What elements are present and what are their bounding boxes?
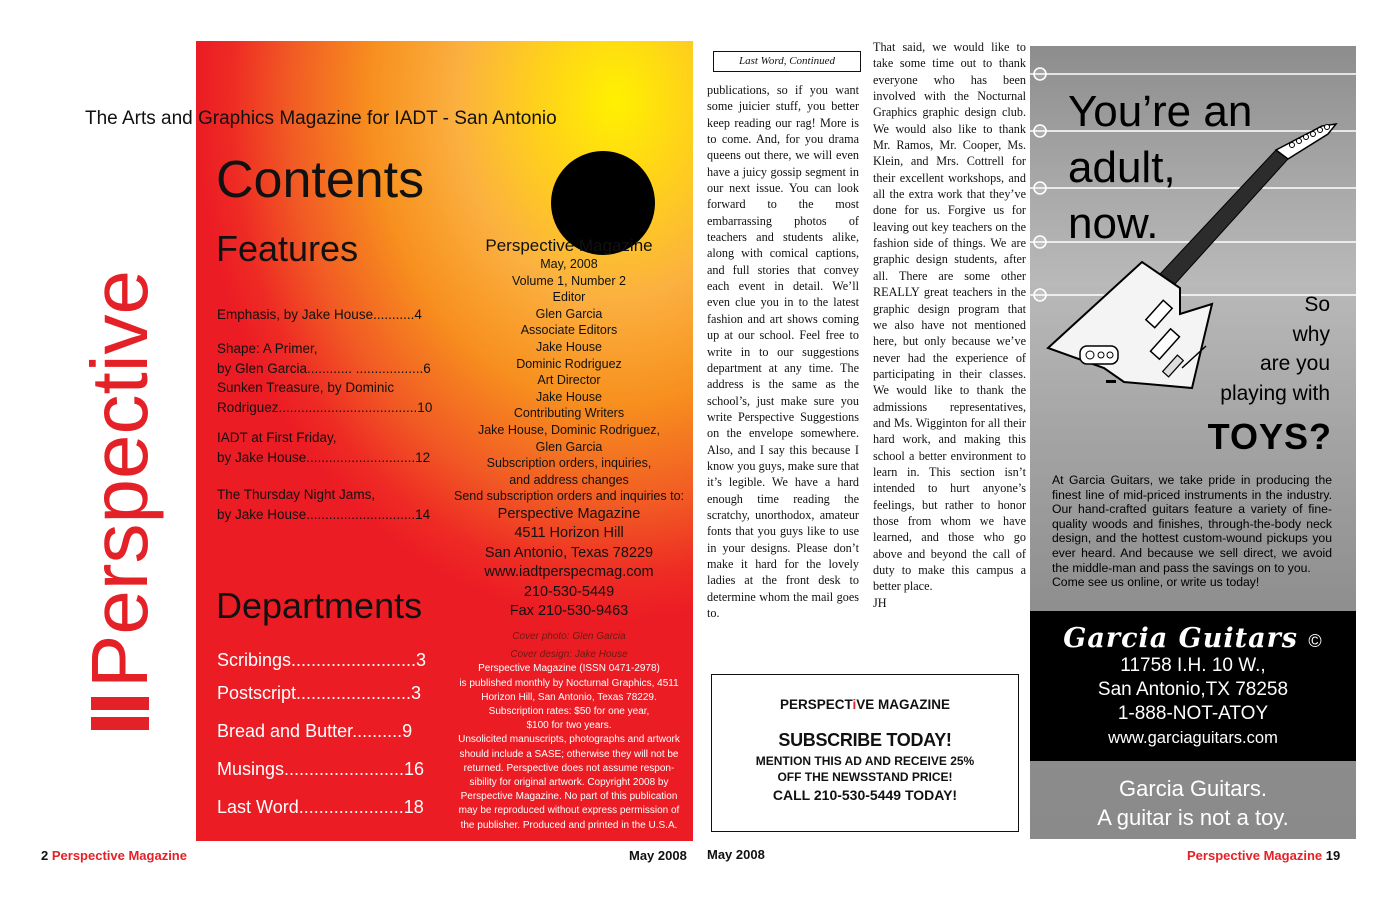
tuning-pegs-icon xyxy=(1034,68,1046,301)
features-heading: Features xyxy=(216,228,359,269)
company-phone: 1-888-NOT-ATOY xyxy=(1117,703,1269,724)
company-name xyxy=(1030,623,1356,654)
masthead-line: Send subscription orders and inquiries to: xyxy=(454,489,684,504)
mag-name-part: PERSPEC xyxy=(779,697,845,712)
masthead-line: Jake House, Dominic Rodriguez, xyxy=(477,422,661,437)
copyright-mark: © xyxy=(1308,631,1323,651)
masthead-line: May, 2008 xyxy=(540,257,598,271)
subscribe-ad-magazine-name xyxy=(712,697,1018,712)
fine-print-line: Perspective Magazine. No part of this publication xyxy=(460,791,678,803)
cover-design-credit: Cover design: Jake House xyxy=(510,649,628,661)
offer-line: MENTION THIS AD AND RECEIVE 25% xyxy=(755,754,975,768)
masthead-line: Editor xyxy=(552,290,586,305)
guitar-advertisement[interactable] xyxy=(1030,46,1356,839)
mag-name-part: i xyxy=(852,697,857,712)
headline-line: now. xyxy=(1068,199,1159,248)
department-entry[interactable]: Scribings.........................3 xyxy=(217,650,427,670)
vertical-magazine-title xyxy=(75,270,164,730)
fine-print-line: may be reproduced without express permission of xyxy=(458,805,680,817)
masthead-line: Contributing Writers xyxy=(513,406,625,421)
slogan-line: A guitar is not a toy. xyxy=(1097,805,1289,830)
masthead-address-line: San Antonio, Texas 78229 xyxy=(484,544,654,561)
fine-print-line: the publisher. Produced and printed in the U.S.A. xyxy=(460,819,678,831)
feature-line: Sunken Treasure, by Dominic xyxy=(217,380,395,395)
fine-print-line: Subscription rates: $50 for one year, xyxy=(488,706,650,718)
feature-line: Rodriguez.....................................10 xyxy=(217,400,433,415)
continued-label: Last Word, Continued xyxy=(713,51,861,72)
fine-print-line: sibility for original artwork. Copyright 2008 by xyxy=(469,777,669,789)
feature-line: Emphasis, by Jake House...........4 xyxy=(217,307,422,322)
credits-block xyxy=(440,630,698,833)
fine-print-line: returned. Perspective does not assume respon- xyxy=(463,762,675,774)
fine-print-line: $100 for two years. xyxy=(526,720,612,732)
company-website-link[interactable]: www.garciaguitars.com xyxy=(1108,729,1278,747)
headline-line: You’re an xyxy=(1068,87,1253,136)
masthead-website-link[interactable]: www.iadtperspecmag.com xyxy=(484,564,654,581)
page-number: 2 xyxy=(41,848,49,863)
fine-print-line: is published monthly by Nocturnal Graphics, 4511 xyxy=(459,677,679,689)
feature-line: IADT at First Friday, xyxy=(217,430,337,445)
article-column-1: publications, so if you want some juicier stuff, you better keep reading our rag! More is to come. And, for you drama queens out there, we will even have a juicy gossip segment in our next issue. You can look forward to the most embarrassing photos of teachers and students alike, along with comical captions, and full stories that convey each event in detail. We’ll even clue you in to the latest fashion and art shows coming up at our school. Feel free to write in to our suggestions department at any time. The address is the same as the school’s, just make sure you write Perspective Suggestions on the envelope somewhere. Also, and I say this because I know you guys, make sure that it’s legible. We have a hard enough time reading the scratchy, unorthodox, amateur fonts that you guys like to use in your designs. Please don’t make it hard for the lovely ladies at the front desk to determine whom the mail goes to. xyxy=(707,83,859,620)
offer-line: OFF THE NEWSSTAND PRICE! xyxy=(777,770,953,784)
company-name-text: Garcia Guitars xyxy=(1063,623,1299,654)
footer-magazine-name: Perspective Magazine xyxy=(1187,848,1323,863)
subscribe-call: CALL 210-530-5449 TODAY! xyxy=(772,787,958,803)
guitar-ad-question xyxy=(1220,290,1330,408)
masthead-address-line: Perspective Magazine xyxy=(497,505,641,522)
left-footer-date: May 2008 xyxy=(629,848,687,863)
feature-entry[interactable] xyxy=(217,485,430,525)
left-footer xyxy=(41,848,187,863)
guitar-ad-cta: Come see us online, or write us today! xyxy=(1052,575,1260,590)
slogan-line: Garcia Guitars. xyxy=(1119,776,1267,801)
masthead-title: Perspective Magazine xyxy=(485,236,653,255)
cover-photo-credit: Cover photo: Glen Garcia xyxy=(512,631,626,642)
title-i-stripes-icon xyxy=(89,696,149,730)
subscribe-offer xyxy=(712,753,1018,785)
masthead-line: Glen Garcia xyxy=(535,439,603,454)
feature-entry[interactable] xyxy=(217,339,431,379)
masthead-phone: 210-530-5449 xyxy=(523,583,615,600)
article-signoff: JH xyxy=(873,595,887,610)
masthead-line: Associate Editors xyxy=(520,323,618,338)
article-column-2 xyxy=(873,39,1026,611)
masthead-line: Jake House xyxy=(535,339,602,354)
masthead-address-line: 4511 Horizon Hill xyxy=(514,525,624,542)
fine-print-line: should include a SASE; otherwise they will not be xyxy=(459,748,679,760)
page-number: 19 xyxy=(1325,848,1341,863)
article-column-2-text: That said, we would like to take some time out to thank everyone who has been involved with the Nocturnal Graphics graphic design club. We would also like to thank Mr. Ramos, Mr. Cooper, Ms. Klein, and Mrs. Cottrell for their excellent workshops, and all the extra work that they’ve done for us. Forgive us for leaving out key teachers on the fashion side of things. We are graphic design students, after all. There are some other REALLY great teachers in the graphic design program that we also have not mentioned here, but only because we’ve never had the experience of participating in their classes. We would like to thank the admissions representatives, and Ms. Wigginton for all their hard work, and making this school a better environment to learn in. This section isn’t intended to hurt anyone’s feelings, but rather to honor those from whom we have learned, and those who go above and beyond the call of duty to make this campus a better place. xyxy=(873,40,1026,594)
subscribe-ad[interactable] xyxy=(711,674,1019,832)
fine-print-line: Unsolicited manuscripts, photographs and artwork xyxy=(458,734,680,746)
masthead xyxy=(440,236,698,622)
right-footer-date: May 2008 xyxy=(707,847,765,862)
mag-name-part: VE MAGAZINE xyxy=(856,697,951,712)
department-entry[interactable]: Postscript.......................3 xyxy=(217,683,422,703)
mag-name-part: T xyxy=(844,697,853,712)
department-entry[interactable]: Musings........................16 xyxy=(217,759,425,779)
masthead-line: Glen Garcia xyxy=(535,306,603,321)
masthead-fax: Fax 210-530-9463 xyxy=(509,603,629,620)
feature-line: by Jake House.............................12 xyxy=(217,450,431,465)
subscribe-headline: SUBSCRIBE TODAY! xyxy=(778,730,952,750)
question-line: are you xyxy=(1259,352,1330,375)
guitar-ad-contact-panel xyxy=(1030,611,1356,761)
question-line: playing with xyxy=(1220,381,1330,405)
question-line: why xyxy=(1292,322,1330,346)
question-line: So xyxy=(1304,293,1330,316)
feature-line: Shape: A Primer, xyxy=(217,341,318,356)
guitar-ad-slogan xyxy=(1030,774,1356,832)
feature-line: by Glen Garcia............ ..................6 xyxy=(217,361,431,376)
masthead-line: Art Director xyxy=(537,373,601,388)
feature-entry[interactable] xyxy=(217,305,422,325)
department-entry[interactable]: Last Word.....................18 xyxy=(217,797,424,817)
guitar-ad-body-text: At Garcia Guitars, we take pride in producing the finest line of mid-priced instruments in the industry. Our hand-crafted guitars feature a variety of fine-quality woods and finishes, through-the-body neck design, and the hottest custom-wound pickups you ever heard. And because we sell direct, we avoid the middle-man and pass the savings on to you. xyxy=(1052,473,1332,575)
headline-line: adult, xyxy=(1068,143,1176,192)
guitar-ad-body xyxy=(1052,473,1332,590)
magazine-tagline: The Arts and Graphics Magazine for IADT - San Antonio xyxy=(85,108,557,129)
feature-line: The Thursday Night Jams, xyxy=(217,487,376,502)
feature-line: by Jake House.............................14 xyxy=(217,507,431,522)
masthead-line: Jake House xyxy=(535,389,602,404)
department-entry[interactable]: Bread and Butter..........9 xyxy=(217,721,413,741)
vertical-title-text: Perspective xyxy=(75,270,164,688)
masthead-line: Dominic Rodriguez xyxy=(516,356,622,371)
company-address-line: 11758 I.H. 10 W., xyxy=(1120,655,1266,676)
footer-magazine-name: Perspective Magazine xyxy=(51,848,187,863)
contents-heading: Contents xyxy=(216,151,425,209)
right-footer xyxy=(1187,848,1340,863)
fine-print-line: Horizon Hill, San Antonio, Texas 78229. xyxy=(481,691,657,703)
feature-entry[interactable] xyxy=(217,428,430,468)
feature-entry[interactable] xyxy=(217,378,432,418)
fine-print-line: Perspective Magazine (ISSN 0471-2978) xyxy=(478,663,660,675)
guitar-ad-toys: TOYS? xyxy=(1207,416,1332,457)
masthead-line: and address changes xyxy=(509,472,629,487)
masthead-line: Subscription orders, inquiries, xyxy=(486,456,652,471)
departments-heading: Departments xyxy=(216,585,423,626)
masthead-line: Volume 1, Number 2 xyxy=(512,273,626,288)
guitar-ad-headline xyxy=(1068,84,1252,252)
company-address-line: San Antonio,TX 78258 xyxy=(1097,679,1289,700)
